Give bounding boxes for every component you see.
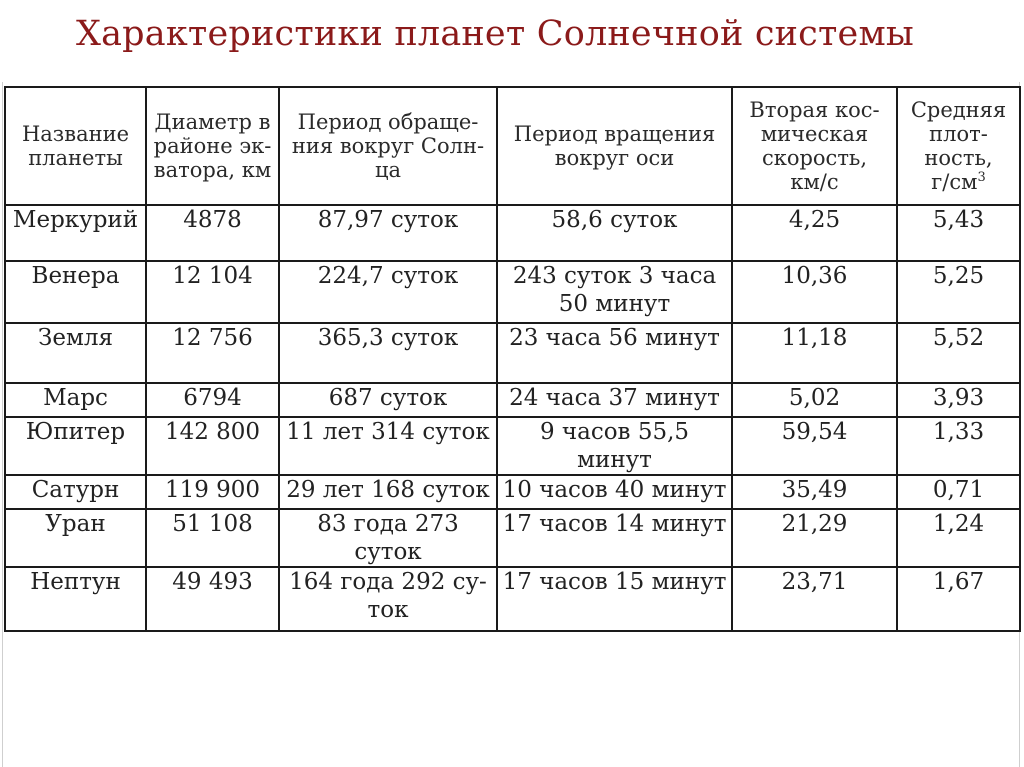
cell-text: 49 493 xyxy=(172,569,253,595)
header-diameter: Диаметр в районе эк- ватора, км xyxy=(146,87,279,205)
cell-escape-velocity xyxy=(732,475,897,509)
cell-text: 224,7 суток xyxy=(317,263,459,289)
planets-table xyxy=(4,86,1021,632)
cell-rotation-period xyxy=(497,323,732,383)
cell-text: Земля xyxy=(38,325,113,351)
cell-diameter xyxy=(146,417,279,475)
cell-text: 5,43 xyxy=(932,207,985,233)
table-header-row xyxy=(5,87,1020,205)
cell-diameter xyxy=(146,567,279,631)
cell-rotation-period xyxy=(497,567,732,631)
cell-diameter xyxy=(146,509,279,567)
cell-diameter xyxy=(146,205,279,261)
cell-text: 687 суток xyxy=(328,385,448,411)
cell-density xyxy=(897,205,1020,261)
cell-rotation-period xyxy=(497,417,732,475)
table-body xyxy=(5,205,1020,631)
cell-text: 243 суток 3 часа 50 минут xyxy=(512,263,717,317)
header-orbital-period: Период обраще- ния вокруг Солн- ца xyxy=(279,87,497,205)
cell-planet-name xyxy=(5,417,146,475)
cell-rotation-period xyxy=(497,261,732,323)
cell-density xyxy=(897,567,1020,631)
cell-text: 1,33 xyxy=(932,419,985,445)
cell-escape-velocity xyxy=(732,323,897,383)
cell-text: 83 года 273 суток xyxy=(317,511,459,565)
cell-text: 58,6 суток xyxy=(551,207,678,233)
cell-text: 0,71 xyxy=(932,477,985,503)
cell-planet-name xyxy=(5,261,146,323)
cell-text: 6794 xyxy=(183,385,242,411)
cell-text: Сатурн xyxy=(31,477,120,503)
cell-text: Марс xyxy=(43,385,108,411)
cell-text: 12 756 xyxy=(172,325,253,351)
cell-planet-name xyxy=(5,475,146,509)
cell-diameter xyxy=(146,383,279,417)
cell-text: 51 108 xyxy=(172,511,253,537)
cell-text: 5,02 xyxy=(788,385,841,411)
cell-text: 23 часа 56 минут xyxy=(509,325,720,351)
cell-escape-velocity xyxy=(732,205,897,261)
header-density xyxy=(897,87,1020,205)
cell-planet-name xyxy=(5,509,146,567)
cell-text: 87,97 суток xyxy=(317,207,459,233)
cell-text: 17 часов 14 минут xyxy=(502,511,727,537)
cell-text: Венера xyxy=(31,263,120,289)
cell-planet-name xyxy=(5,205,146,261)
cell-orbital-period xyxy=(279,475,497,509)
cell-rotation-period xyxy=(497,475,732,509)
cell-density xyxy=(897,475,1020,509)
cell-density xyxy=(897,261,1020,323)
header-planet-name: Название планеты xyxy=(5,87,146,205)
cell-text: 365,3 суток xyxy=(317,325,459,351)
cell-density xyxy=(897,509,1020,567)
cell-text: 17 часов 15 минут xyxy=(502,569,727,595)
cell-text: 23,71 xyxy=(781,569,848,595)
table-row xyxy=(5,567,1020,631)
cell-planet-name xyxy=(5,567,146,631)
cell-text: 4878 xyxy=(183,207,242,233)
cell-text: 119 900 xyxy=(164,477,261,503)
cell-orbital-period xyxy=(279,567,497,631)
cell-text: 24 часа 37 минут xyxy=(509,385,720,411)
cell-text: 9 часов 55,5 минут xyxy=(539,419,690,473)
cell-orbital-period xyxy=(279,205,497,261)
table-row xyxy=(5,383,1020,417)
cell-orbital-period xyxy=(279,417,497,475)
table-row xyxy=(5,509,1020,567)
cell-diameter xyxy=(146,261,279,323)
cell-text: Нептун xyxy=(30,569,121,595)
cell-text: 1,67 xyxy=(932,569,985,595)
cell-escape-velocity xyxy=(732,261,897,323)
cell-text: 5,25 xyxy=(932,263,985,289)
cell-text: Уран xyxy=(45,511,106,537)
slide-title: Характеристики планет Солнечной системы xyxy=(76,14,914,54)
cell-text: 10 часов 40 минут xyxy=(502,477,727,503)
cell-text: Меркурий xyxy=(12,207,139,233)
cell-text: 142 800 xyxy=(164,419,261,445)
cell-text: 11,18 xyxy=(781,325,848,351)
cell-text: 59,54 xyxy=(781,419,848,445)
table-row xyxy=(5,205,1020,261)
cell-text: 35,49 xyxy=(781,477,848,503)
cell-density xyxy=(897,383,1020,417)
cell-rotation-period xyxy=(497,383,732,417)
cell-orbital-period xyxy=(279,261,497,323)
cell-density xyxy=(897,417,1020,475)
cell-text: 164 года 292 су- ток xyxy=(289,569,487,623)
cell-text: 21,29 xyxy=(781,511,848,537)
header-escape-velocity: Вторая кос- мическая скорость, км/с xyxy=(732,87,897,205)
table-row xyxy=(5,261,1020,323)
cell-text: 3,93 xyxy=(932,385,985,411)
cell-text: 10,36 xyxy=(781,263,848,289)
cell-density xyxy=(897,323,1020,383)
cell-text: 11 лет 314 суток xyxy=(286,419,490,445)
table-row xyxy=(5,417,1020,475)
cell-orbital-period xyxy=(279,323,497,383)
table-row xyxy=(5,475,1020,509)
cell-rotation-period xyxy=(497,509,732,567)
cell-diameter xyxy=(146,323,279,383)
cell-escape-velocity xyxy=(732,383,897,417)
cell-orbital-period xyxy=(279,383,497,417)
cell-escape-velocity xyxy=(732,509,897,567)
cell-text: 29 лет 168 суток xyxy=(286,477,490,503)
cell-text: 12 104 xyxy=(172,263,253,289)
cell-escape-velocity xyxy=(732,417,897,475)
cell-text: Юпитер xyxy=(25,419,126,445)
header-rotation-period: Период вращения вокруг оси xyxy=(497,87,732,205)
cell-text: 5,52 xyxy=(932,325,985,351)
cell-escape-velocity xyxy=(732,567,897,631)
cell-rotation-period xyxy=(497,205,732,261)
cell-diameter xyxy=(146,475,279,509)
table-row xyxy=(5,323,1020,383)
header-density-superscript: 3 xyxy=(977,170,986,185)
cell-text: 4,25 xyxy=(788,207,841,233)
cell-orbital-period xyxy=(279,509,497,567)
cell-text: 1,24 xyxy=(932,511,985,537)
header-density-label: Средняя плот- ность, г/см xyxy=(910,98,1007,194)
cell-planet-name xyxy=(5,323,146,383)
cell-planet-name xyxy=(5,383,146,417)
